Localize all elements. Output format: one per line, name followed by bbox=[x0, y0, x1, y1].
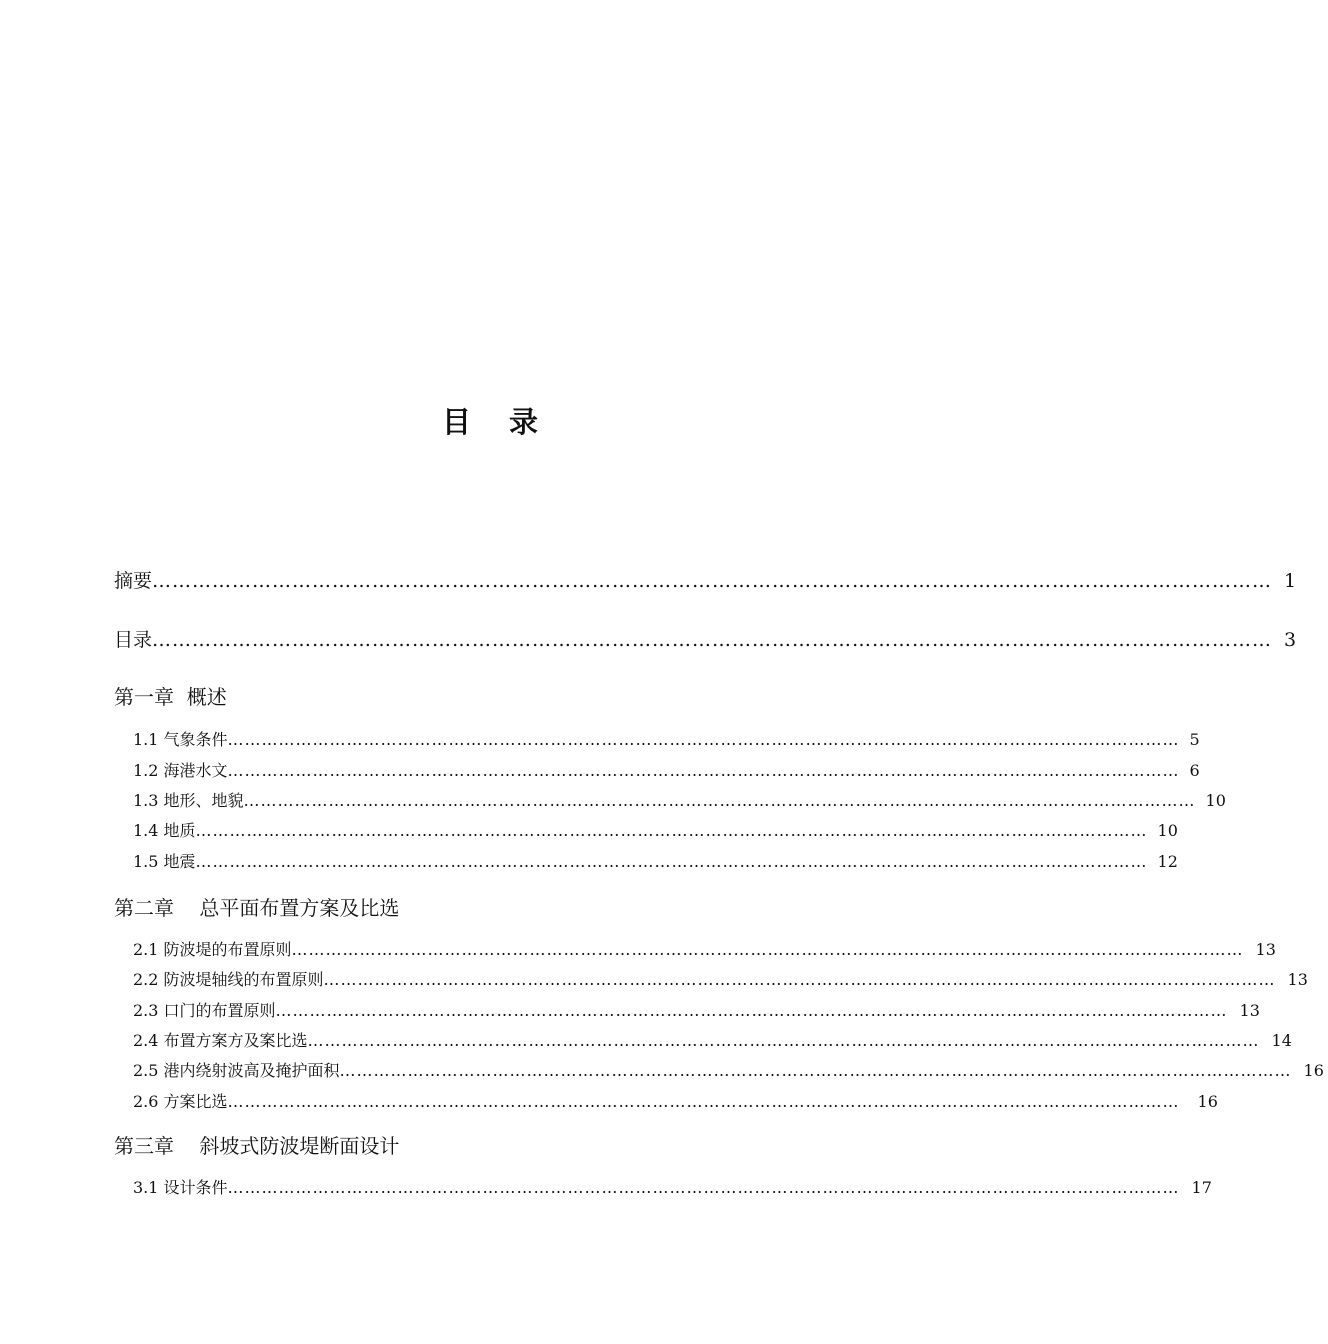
toc-entry-label: 1.3 地形、地貌 bbox=[133, 791, 244, 810]
toc-page-number: 14 bbox=[1271, 1031, 1292, 1050]
toc-entry-2-2[interactable] bbox=[133, 967, 1308, 990]
dot-leader: …………………………………………………………………………………………………………………………………………………… bbox=[227, 1092, 1180, 1111]
dot-leader: …………………………………………………………………………………………………………………………………………………… bbox=[227, 761, 1180, 780]
toc-page-number: 5 bbox=[1189, 730, 1200, 749]
toc-page-number: 1 bbox=[1284, 570, 1297, 592]
toc-entry-1-2[interactable] bbox=[133, 758, 1200, 781]
toc-entry-label: 2.4 布置方案方及案比选 bbox=[133, 1031, 308, 1050]
toc-page-number: 12 bbox=[1157, 852, 1178, 871]
toc-entry-label: 2.3 口门的布置原则 bbox=[133, 1001, 276, 1020]
dot-leader: …………………………………………………………………………………………………………………………………………………… bbox=[152, 570, 1273, 592]
toc-entry-2-4[interactable] bbox=[133, 1028, 1292, 1051]
dot-leader: …………………………………………………………………………………………………………………………………………………… bbox=[195, 821, 1148, 840]
toc-entry-abstract[interactable] bbox=[114, 566, 1297, 593]
dot-leader: …………………………………………………………………………………………………………………………………………………… bbox=[227, 1178, 1180, 1197]
toc-entry-label: 2.5 港内绕射波高及掩护面积 bbox=[133, 1061, 340, 1080]
dot-leader: …………………………………………………………………………………………………………………………………………………… bbox=[339, 1061, 1292, 1080]
toc-entry-label: 1.4 地质 bbox=[133, 821, 196, 840]
toc-entry-2-6[interactable] bbox=[133, 1089, 1218, 1112]
dot-leader: …………………………………………………………………………………………………………………………………………………… bbox=[307, 1031, 1260, 1050]
toc-entry-2-3[interactable] bbox=[133, 998, 1260, 1021]
toc-entry-label: 3.1 设计条件 bbox=[133, 1178, 228, 1197]
toc-entry-label: 1.1 气象条件 bbox=[133, 730, 228, 749]
toc-entry-2-5[interactable] bbox=[133, 1058, 1324, 1081]
dot-leader: …………………………………………………………………………………………………………………………………………………… bbox=[227, 730, 1180, 749]
dot-leader: …………………………………………………………………………………………………………………………………………………… bbox=[291, 940, 1244, 959]
toc-entry-label: 目录 bbox=[114, 629, 153, 651]
toc-page-number: 13 bbox=[1287, 970, 1308, 989]
chapter-heading-1[interactable]: 第一章 概述 bbox=[114, 685, 227, 709]
toc-entry-1-5[interactable] bbox=[133, 849, 1178, 872]
dot-leader: …………………………………………………………………………………………………………………………………………………… bbox=[195, 852, 1148, 871]
toc-page-number: 10 bbox=[1157, 821, 1178, 840]
toc-entry-label: 摘要 bbox=[114, 570, 153, 592]
chapter-heading-2[interactable]: 第二章 总平面布置方案及比选 bbox=[114, 896, 400, 920]
toc-entry-label: 2.1 防波堤的布置原则 bbox=[133, 940, 292, 959]
chapter-heading-3[interactable]: 第三章 斜坡式防波堤断面设计 bbox=[114, 1134, 400, 1158]
dot-leader: …………………………………………………………………………………………………………………………………………………… bbox=[275, 1001, 1228, 1020]
toc-page-number: 16 bbox=[1303, 1061, 1324, 1080]
toc-entry-1-4[interactable] bbox=[133, 818, 1178, 841]
toc-entry-label: 1.2 海港水文 bbox=[133, 761, 228, 780]
page-title: 目 录 bbox=[441, 405, 553, 439]
toc-entry-2-1[interactable] bbox=[133, 937, 1276, 960]
toc-entry-contents[interactable] bbox=[114, 625, 1297, 652]
toc-page-number: 13 bbox=[1255, 940, 1276, 959]
toc-entry-1-1[interactable] bbox=[133, 727, 1200, 750]
toc-page-number: 6 bbox=[1189, 761, 1200, 780]
toc-entry-label: 1.5 地震 bbox=[133, 852, 196, 871]
dot-leader: …………………………………………………………………………………………………………………………………………………… bbox=[323, 970, 1276, 989]
toc-page-number: 16 bbox=[1197, 1092, 1218, 1111]
toc-entry-3-1[interactable] bbox=[133, 1175, 1212, 1198]
toc-page-number: 3 bbox=[1284, 629, 1297, 651]
toc-entry-label: 2.6 方案比选 bbox=[133, 1092, 228, 1111]
toc-page-number: 10 bbox=[1205, 791, 1226, 810]
toc-entry-label: 2.2 防波堤轴线的布置原则 bbox=[133, 970, 324, 989]
toc-page-number: 17 bbox=[1191, 1178, 1212, 1197]
toc-entry-1-3[interactable] bbox=[133, 788, 1226, 811]
toc-page-number: 13 bbox=[1239, 1001, 1260, 1020]
dot-leader: …………………………………………………………………………………………………………………………………………………… bbox=[243, 791, 1196, 810]
dot-leader: …………………………………………………………………………………………………………………………………………………… bbox=[152, 629, 1273, 651]
